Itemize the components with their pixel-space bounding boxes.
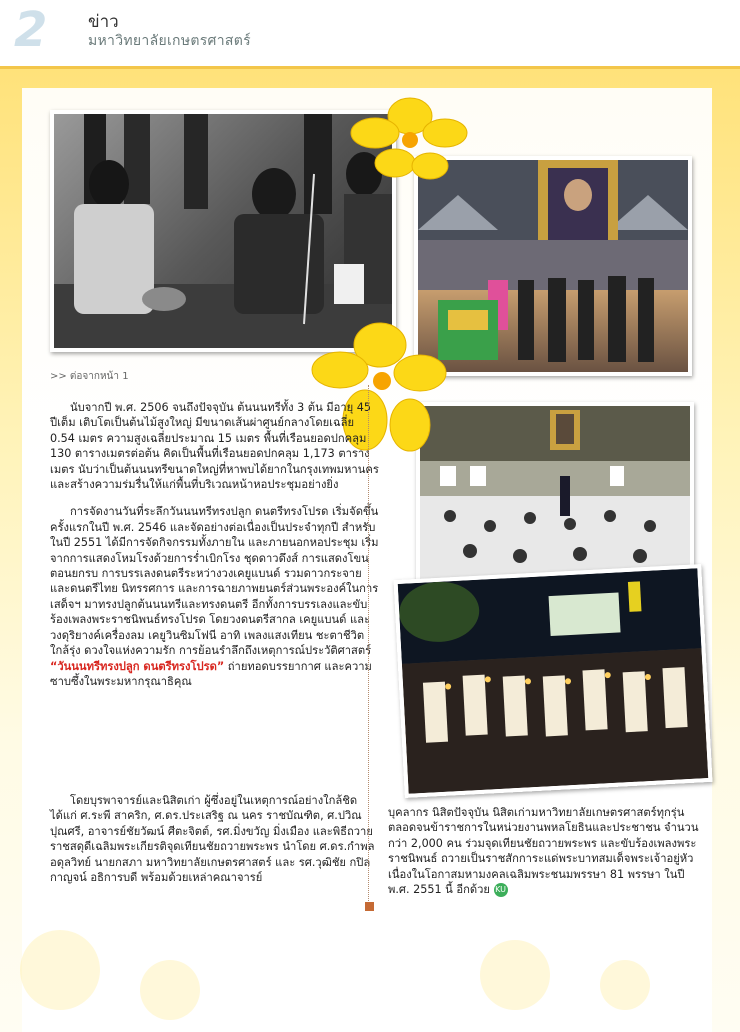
photo-outdoor-gathering	[416, 402, 694, 586]
continued-from-label: >> ต่อจากหน้า 1	[50, 371, 129, 382]
article-column-right	[388, 805, 700, 909]
paragraph-3-continued	[388, 805, 700, 897]
photo-candlelight	[394, 564, 713, 798]
article-column-left-bottom	[50, 793, 380, 897]
ku-logo-icon: KU	[494, 883, 508, 897]
flower-decoration-icon	[340, 88, 470, 183]
paragraph-1: นับจากปี พ.ศ. 2506 จนถึงปัจจุบัน ต้นนนทรีทั้ง 3 ต้น มีอายุ 45 ปีเต็ม เติบโตเป็นต้นไม้สูงใหญ่ มีขนาดเส้นผ่าศูนย์กลางโดยเฉลี่ย 0.54 เมตร ความสูงเฉลี่ยประมาณ 15 เมตร พื้นที่เรือนยอดปกคลุม 130 ตารางเมตรต่อต้น คิดเป็นพื้นที่เรือนยอดปกคลุม 1,173 ตารางเมตร นับว่าเป็นต้นนนทรีขนาดใหญ่ที่หาพบได้ยากในกรุงเทพมหานคร และสร้างความร่มรื่นให้แก่พื้นที่บริเวณหน้าหอประชุมอย่างยิ่ง	[50, 401, 379, 492]
decor-dot	[600, 960, 650, 1010]
decor-dot	[20, 930, 100, 1010]
column-end-mark	[365, 902, 374, 911]
decor-dot	[140, 960, 200, 1020]
photo-outdoor-gathering-art	[420, 406, 690, 582]
paragraph-2	[50, 504, 380, 689]
paragraph-2-text-end: ถ่ายทอดบรรยากาศ และความซาบซึ้งในพระมหากรุณาธิคุณ	[50, 659, 372, 688]
paragraph-3-continued-text: บุคลากร นิสิตปัจจุบัน นิสิตเก่ามหาวิทยาลัยเกษตรศาสตร์ทุกรุ่น ตลอดจนข้าราชการในหน่วยงานพหลโยธินและประชาชน จำนวนกว่า 2,000 คน ร่วมจุดเทียนชัยถวายพระพร และขับร้องเพลงพระราชนิพนธ์ ถวายเป็นราชสักการะแด่พระบาทสมเด็จพระเจ้าอยู่หัว เนื่องในโอกาสมหามงคลเฉลิมพระชนมพรรษา 81 พรรษา ในปี พ.ศ. 2551 นี้ อีกด้วย	[388, 806, 699, 897]
paragraph-3: โดยบุรพาจารย์และนิสิตเก่า ผู้ซึ่งอยู่ในเหตุการณ์อย่างใกล้ชิด ได้แก่ ศ.ระพี สาคริก, ศ.ดร.ประเสริฐ ณ นคร ราชบัณฑิต, ศ.ปวิณ ปุณศรี, อาจารย์ชัยวัฒน์ ศีตะจิตต์, รศ.มิ่งขวัญ มิ่งเมือง และพิธีถวายราชสดุดีเฉลิมพระเกียรติจุดเทียนชัยถวายพระพร นำโดย ศ.ดร.กำพล อดุลวิทย์ นายกสภา มหาวิทยาลัยเกษตรศาสตร์ และ รศ.วุฒิชัย กปิลกาญจน์ อธิการบดี พร้อมด้วยเหล่าคณาจารย์	[50, 794, 375, 885]
photo-ceremony-stage-art	[418, 160, 688, 372]
page-number: 2	[14, 2, 48, 58]
section-subtitle: มหาวิทยาลัยเกษตรศาสตร์	[88, 33, 251, 49]
event-title-highlight: “วันนนทรีทรงปลูก ดนตรีทรงโปรด”	[50, 659, 225, 673]
article-column-left	[50, 400, 380, 701]
section-title: ข่าว	[88, 12, 119, 32]
photo-candlelight-art	[398, 568, 709, 793]
paragraph-2-text: การจัดงานวันที่ระลึกวันนนทรีทรงปลูก ดนตรีทรงโปรด เริ่มจัดขึ้นครั้งแรกในปี พ.ศ. 2546 และจัดอย่างต่อเนื่องเป็นประจำทุกปี สำหรับในปี 2551 ได้มีการจัดกิจกรรมทั้งภายใน และภายนอกหอประชุม เริ่มจากการแสดงโหมโรงด้วยการร่ำเบิกโรง ชุดดาวดึงส์ การแสดงโขน ตอนยกรบ การบรรเลงดนตรีระหว่างวงเคยูแบนด์ รวมดาวกระจายและดนตรีไทย นิทรรศการ และการฉายภาพยนตร์ส่วนพระองค์ในการเสด็จฯ มาทรงปลูกต้นนนทรีและทรงดนตรี อีกทั้งการบรรเลงและขับร้องเพลงพระราชนิพนธ์ทรงโปรด โดยวงดนตรีสากล เคยูแบนด์ และวงดุริยางค์เครื่องลม เคยูวินซิมโฟนี อาทิ เพลงแสงเทียน ชะตาชีวิต ใกล้รุ่ง ดวงใจแห่งความรัก การย้อนรำลึกถึงเหตุการณ์ประวัติศาสตร์	[50, 505, 379, 658]
page-header	[0, 0, 740, 68]
column-divider	[368, 385, 369, 905]
photo-ceremony-stage	[414, 156, 692, 376]
decor-dot	[480, 940, 550, 1010]
